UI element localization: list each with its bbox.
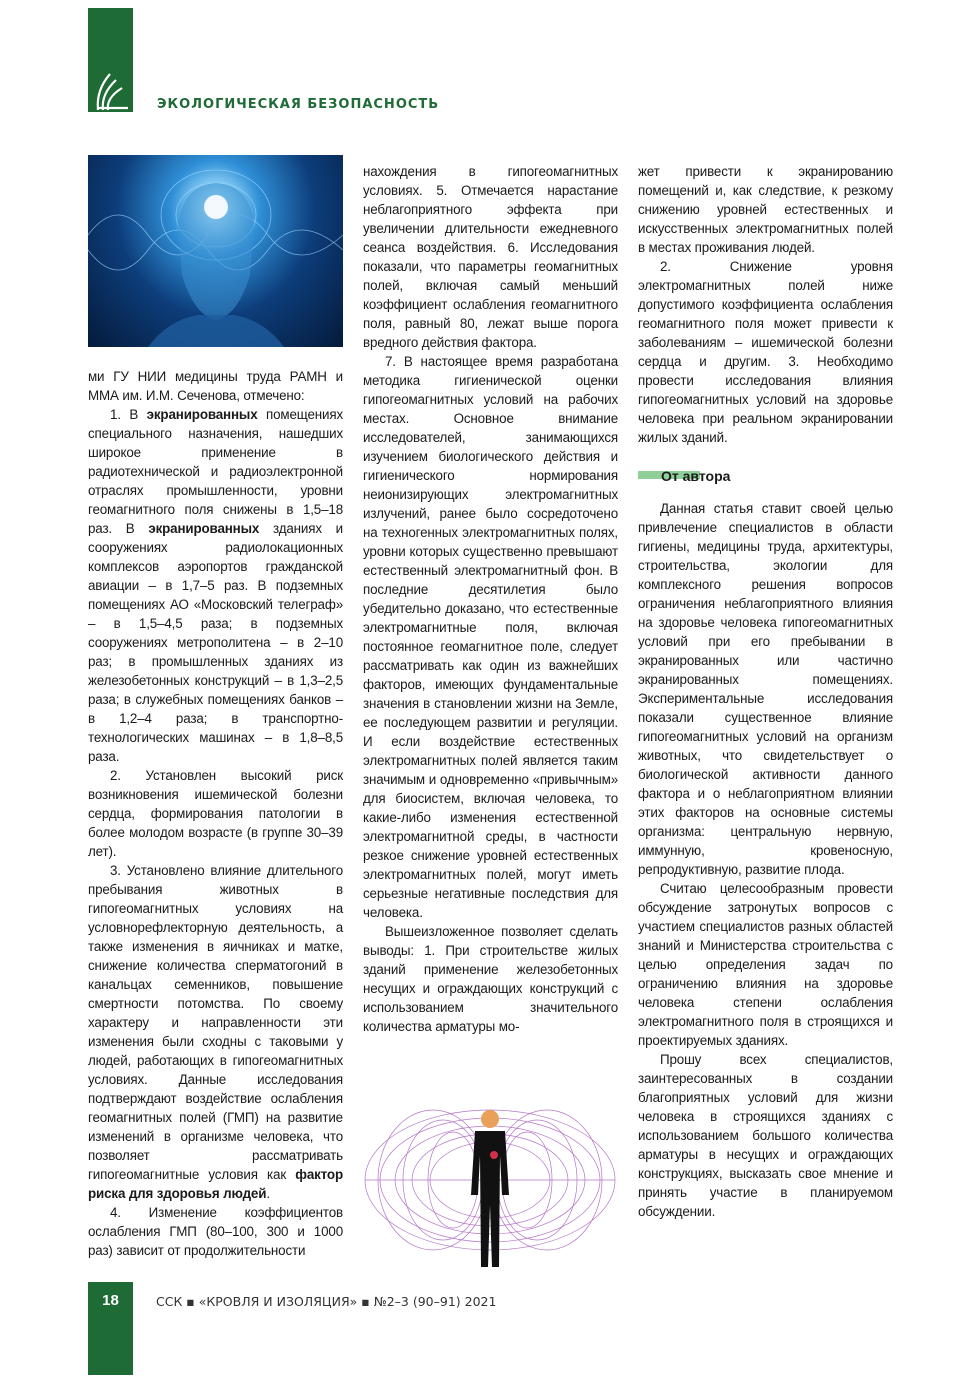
page-number: 18	[102, 1292, 119, 1309]
article-column-2	[363, 162, 618, 1036]
text: 7. В настоящее время разработана методика гигиенической оценки гипогеомагнитных условий на рабочих местах. Основное внимание исследователей, занимающихся изучением биологического действия и гигиенического нормирования неионизирующих электромагнитных излучений, ранее было сосредоточено на техногенных электромагнитных полях, уровни которых существенно превышают естественный электромагнитный фон. В последние десятилетия было убедительно доказано, что естественные электромагнитные поля, включая постоянное геомагнитное поле, следует рассматривать как один из важнейших факторов, имеющих фундаментальные значения в становлении жизни на Земле, ее последующем развитии и регуляции. И если воздействие естественных электромагнитных полей является таким значимым и одновременно «привычным» для биосистем, включая человека, то какие-либо изменения естественной электромагнитной среды, в частности резкое снижение уровней естественных электромагнитных полей, могут иметь серьезные негативные последствия для человека.	[363, 354, 618, 920]
article-column-3	[638, 162, 893, 447]
text: зданиях и сооружениях радиолокационных комплексов аэропортов гражданской авиации – в 1,7–5 раз. В подземных помещениях АО «Московский телеграф» – в 1,5–4,5 раза; в подземных сооружениях метрополитена – в 2–10 раз; в промышленных зданиях из железобетонных конструкций – в 1,3–2,5 раза; в служебных помещениях банков – в 1,2–4 раза; в транспортно-технологических машинах – в 1,8–8,5 раза.	[88, 521, 343, 764]
bold-text: экранированных	[146, 407, 258, 422]
text: нахождения в гипогеомагнитных условиях. 5. Отмечается нарастание неблагоприятного эффекта при увеличении длительности ежедневного сеанса воздействия. 6. Исследования показали, что параметры геомагнитных полей, включая самый меньший коэффициент ослабления геомагнитного поля, равный 80, лежат выше порога вредного действия фактора.	[363, 164, 618, 350]
author-section-title: От автора	[661, 468, 731, 484]
paragraph	[638, 879, 893, 1050]
text: Прошу всех специалистов, заинтересованных в создании благоприятных условий для жизни человека в строящихся зданиях с использованием большого количества арматуры в несущих и ограждающих конструкциях, высказать свое мнение и принять участие в планируемом обсуждении.	[638, 1052, 893, 1219]
section-title: ЭКОЛОГИЧЕСКАЯ БЕЗОПАСНОСТЬ	[157, 97, 440, 112]
paragraph	[363, 162, 618, 352]
paragraph	[88, 1203, 343, 1260]
text: 2. Снижение уровня электромагнитных полей ниже допустимого коэффициента ослабления геомагнитного поля может привести к заболеваниям – ишемической болезни сердца и другим. 3. Необходимо провести исследования влияния гипогеомагнитных условий на здоровье человека при реальном экранировании жилых зданий.	[638, 259, 893, 445]
text: Считаю целесообразным провести обсуждение затронутых вопросов с участием специалистов разных областей знаний и Министерства строительства с целью определения задач по ограничению влияния на здоровье человека степени ослабления электромагнитного поля в строящихся и проектируемых зданиях.	[638, 881, 893, 1048]
paragraph	[88, 367, 343, 405]
paragraph	[88, 405, 343, 766]
bold-text: экранированных	[148, 521, 260, 536]
text: Данная статья ставит своей целью привлечение специалистов в области гигиены, медицины труда, архитектуры, строительства, экологии для комплексного решения вопросов ограничения неблагоприятного влияния на здоровье человека гипогеомагнитных условий при его пребывании в экранированных или частично экранированных помещениях. Экспериментальные исследования показали существенное влияние гипогеомагнитных условий на организм животных, что свидетельствует о биологической активности данного фактора и о неблагоприятном влиянии этих факторов на основные системы организма: центральную нервную, иммунную, кровеносную, репродуктивную, развитие плода.	[638, 501, 893, 877]
paragraph	[88, 861, 343, 1203]
head-glow-illustration	[88, 155, 343, 347]
text: жет привести к экранированию помещений и, как следствие, к резкому снижению уровней естественных и искусственных электромагнитных полей в местах проживания людей.	[638, 164, 893, 255]
text: .	[266, 1186, 270, 1201]
paragraph	[363, 352, 618, 922]
paragraph	[88, 766, 343, 861]
bold-text: фактор риска для здоровья людей	[88, 1167, 343, 1201]
text: 1. В	[110, 407, 147, 422]
paragraph	[638, 162, 893, 257]
text: Вышеизложенное позволяет сделать выводы: 1. При строительстве жилых зданий применение железобетонных несущих и ограждающих конструкций с использованием значительного количества арматуры мо-	[363, 924, 618, 1034]
publication-info: ССК ▪ «КРОВЛЯ И ИЗОЛЯЦИЯ» ▪ №2–3 (90–91) 2021	[156, 1294, 497, 1309]
page-number-block	[88, 1282, 133, 1375]
paragraph	[363, 922, 618, 1036]
text: 3. Установлено влияние длительного пребывания животных в гипогеомагнитных условиях на условнорефлекторную деятельность, а также изменения в яичниках и матке, снижение количества сперматогоний в канальцах семенников, повышение смертности потомства. По своему характеру и направленности эти изменения были сходны с таковыми у людей, работающих в гипогеомагнитных условиях. Данные исследования подтверждают воздействие ослабления геомагнитных полей (ГМП) на развитие изменений в организме человека, что позволяет рассматривать гипогеомагнитные условия как	[88, 863, 343, 1182]
paragraph	[638, 1050, 893, 1221]
magazine-logo-icon	[88, 8, 133, 112]
text: 2. Установлен высокий риск возникновения ишемической болезни сердца, формирования патологии в более молодом возрасте (в группе 30–39 лет).	[88, 768, 343, 859]
text: 4. Изменение коэффициентов ослабления ГМП (80–100, 300 и 1000 раз) зависит от продолжительности	[88, 1205, 343, 1258]
author-section-heading	[638, 468, 893, 488]
header-green-bar	[88, 8, 133, 112]
text: помещениях специального назначения, нашедших широкое применение в радиотехнической и радиоэлектронной отраслях промышленности, уровни геомагнитного поля снижены в 1,5–18 раз. В	[88, 407, 343, 536]
paragraph	[638, 257, 893, 447]
paragraph	[638, 499, 893, 879]
human-magnetic-field-illustration	[363, 1085, 618, 1275]
text: ми ГУ НИИ медицины труда РАМН и ММА им. И.М. Сеченова, отмечено:	[88, 369, 343, 403]
article-column-1	[88, 367, 343, 1260]
author-section-text	[638, 499, 893, 1221]
